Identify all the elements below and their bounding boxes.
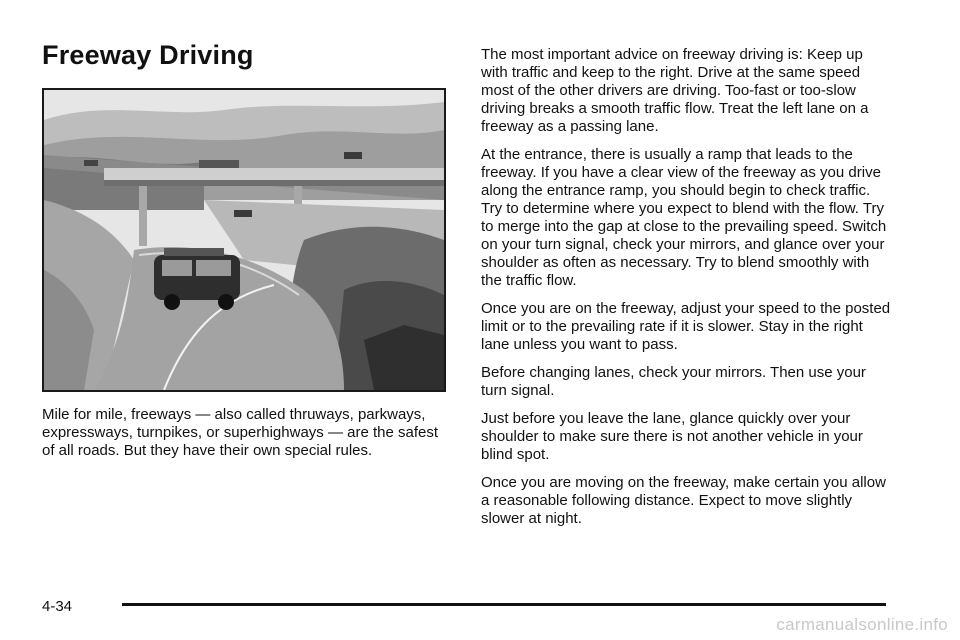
section-title: Freeway Driving bbox=[42, 40, 254, 70]
advice-paragraph: Before changing lanes, check your mirrors. Then use your turn signal. bbox=[481, 364, 866, 399]
freeway-scene-drawing bbox=[44, 90, 444, 390]
watermark: carmanualsonline.info bbox=[776, 615, 948, 634]
freeway-advice-column bbox=[481, 46, 893, 538]
advice-paragraph: Just before you leave the lane, glance quickly over your shoulder to make sure there is not another vehicle in your blind spot. bbox=[481, 410, 863, 463]
advice-paragraph: Once you are moving on the freeway, make certain you allow a reasonable following distance. Expect to move slightly slower at night. bbox=[481, 474, 886, 527]
advice-paragraph: The most important advice on freeway driving is: Keep up with traffic and keep to the right. Drive at the same speed most of the other drivers are driving. Too-fast or too-slow driving breaks a smooth traffic flow. Treat the left lane on a freeway as a passing lane. bbox=[481, 46, 869, 135]
advice-paragraph: At the entrance, there is usually a ramp that leads to the freeway. If you have a clear view of the freeway as you drive along the entrance ramp, you should begin to check traffic. Try to determine where you expect to blend with the flow. Try to merge into the gap at close to the prevailing speed. Switch on your turn signal, check your mirrors, and glance over your shoulder as often as necessary. Try to blend smoothly with the traffic flow. bbox=[481, 146, 887, 289]
footer-rule bbox=[122, 603, 886, 606]
advice-paragraph: Once you are on the freeway, adjust your speed to the posted limit or to the prevailing rate if it is slower. Stay in the right lane unless you want to pass. bbox=[481, 300, 891, 353]
intro-paragraph: Mile for mile, freeways — also called thruways, parkways, expressways, turnpikes, or superhighways — are the safest of all roads. But they have their own special rules. bbox=[42, 406, 439, 459]
page-number: 4-34 bbox=[42, 598, 73, 615]
freeway-illustration bbox=[42, 88, 446, 392]
